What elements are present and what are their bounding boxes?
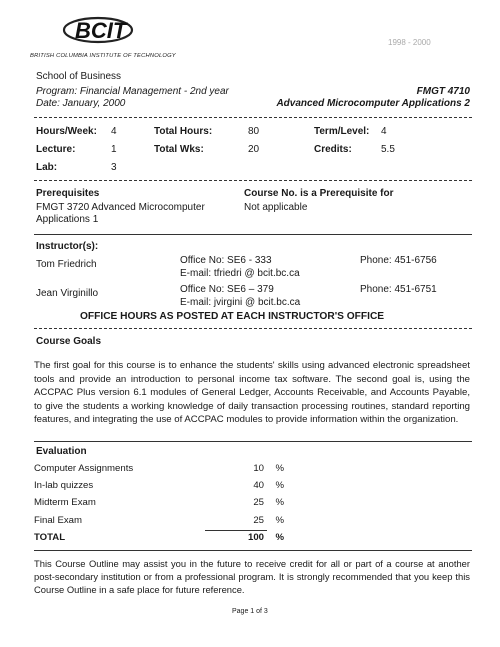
lab-value: 3 xyxy=(111,162,117,173)
prerequisites-line-1: FMGT 3720 Advanced Microcomputer xyxy=(36,202,205,213)
hours-week-label: Hours/Week: xyxy=(36,126,97,137)
divider-hours xyxy=(34,180,472,181)
instructor-office: Office No: SE6 - 333 xyxy=(180,255,272,266)
evaluation-row xyxy=(34,463,294,477)
evaluation-row xyxy=(34,515,294,529)
total-wks-label: Total Wks: xyxy=(154,144,204,155)
evaluation-row xyxy=(34,497,294,511)
institute-name: BRITISH COLUMBIA INSTITUTE OF TECHNOLOGY xyxy=(30,53,176,59)
program-line: Program: Financial Management - 2nd year xyxy=(36,86,229,97)
divider-header xyxy=(34,117,472,118)
total-wks-value: 20 xyxy=(248,144,260,155)
term-level-label: Term/Level: xyxy=(314,126,370,137)
lab-label: Lab: xyxy=(36,162,58,173)
evaluation-unit: % xyxy=(275,497,284,508)
evaluation-value: 25 xyxy=(253,515,264,526)
evaluation-label: Computer Assignments xyxy=(34,463,134,474)
divider-goals xyxy=(34,441,472,442)
lecture-value: 1 xyxy=(111,144,117,155)
evaluation-total-label: TOTAL xyxy=(34,532,66,543)
bcit-logo xyxy=(58,12,138,52)
course-goals-heading: Course Goals xyxy=(36,336,102,347)
instructor-phone: Phone: 451-6756 xyxy=(360,255,437,266)
term-level-value: 4 xyxy=(381,126,387,137)
evaluation-label: Midterm Exam xyxy=(34,497,96,508)
school-name: School of Business xyxy=(36,71,122,82)
prerequisites-line-2: Applications 1 xyxy=(36,214,99,225)
evaluation-unit: % xyxy=(275,463,284,474)
instructor-name: Tom Friedrich xyxy=(36,259,97,270)
logo-text: BCIT xyxy=(75,18,127,43)
office-hours-notice: OFFICE HOURS AS POSTED AT EACH INSTRUCTOR'S OFFICE xyxy=(80,311,385,322)
total-underline xyxy=(205,530,267,531)
evaluation-unit: % xyxy=(275,480,284,491)
evaluation-value: 25 xyxy=(253,497,264,508)
credits-value: 5.5 xyxy=(381,144,395,155)
prerequisite-for-value: Not applicable xyxy=(244,202,308,213)
instructors-heading: Instructor(s): xyxy=(36,241,99,252)
evaluation-total-unit: % xyxy=(275,532,284,543)
hours-week-value: 4 xyxy=(111,126,117,137)
instructor-office: Office No: SE6 – 379 xyxy=(180,284,274,295)
evaluation-value: 10 xyxy=(253,463,264,474)
evaluation-heading: Evaluation xyxy=(36,446,87,457)
evaluation-label: In-lab quizzes xyxy=(34,480,94,491)
date-line: Date: January, 2000 xyxy=(36,98,126,109)
page-number: Page 1 of 3 xyxy=(232,608,268,615)
footer-note: This Course Outline may assist you in the future to receive credit for all or part of a course at another post-secondary institution or from a professional program. It is strongly recommended that you keep this Course Outline in a safe place for future reference. xyxy=(34,558,470,596)
course-goals-text: The first goal for this course is to enhance the students' skills using advanced electronic spreadsheet tools and provide an introduction to personal income tax software. The second goal is, using the ACCPAC Plus version 6.1 modules of General Ledger, Accounts Receivable, and Accounts Payable, to give the students a working knowledge of daily transaction processing routines, standard reporting features, and integrating the use of ACCPAC modules to provide information within the organization. xyxy=(34,360,470,426)
credits-label: Credits: xyxy=(314,144,352,155)
instructor-phone: Phone: 451-6751 xyxy=(360,284,437,295)
course-code: FMGT 4710 xyxy=(416,86,470,97)
divider-prereq xyxy=(34,234,472,235)
evaluation-unit: % xyxy=(275,515,284,526)
course-title: Advanced Microcomputer Applications 2 xyxy=(276,98,470,109)
prerequisites-heading: Prerequisites xyxy=(36,188,100,199)
prerequisite-for-heading: Course No. is a Prerequisite for xyxy=(244,188,394,199)
total-hours-value: 80 xyxy=(248,126,260,137)
evaluation-label: Final Exam xyxy=(34,515,82,526)
total-hours-label: Total Hours: xyxy=(154,126,213,137)
evaluation-total-value: 100 xyxy=(247,532,264,543)
instructor-email: E-mail: jvirgini @ bcit.bc.ca xyxy=(180,297,301,308)
evaluation-value: 40 xyxy=(253,480,264,491)
evaluation-row xyxy=(34,480,294,494)
instructor-name: Jean Virginillo xyxy=(36,288,99,299)
evaluation-total-row xyxy=(34,532,294,546)
instructor-email: E-mail: tfriedri @ bcit.bc.ca xyxy=(180,268,300,279)
lecture-label: Lecture: xyxy=(36,144,76,155)
date-stamp: 1998 - 2000 xyxy=(388,38,431,47)
divider-evaluation xyxy=(34,550,472,551)
divider-instructors xyxy=(34,328,472,329)
